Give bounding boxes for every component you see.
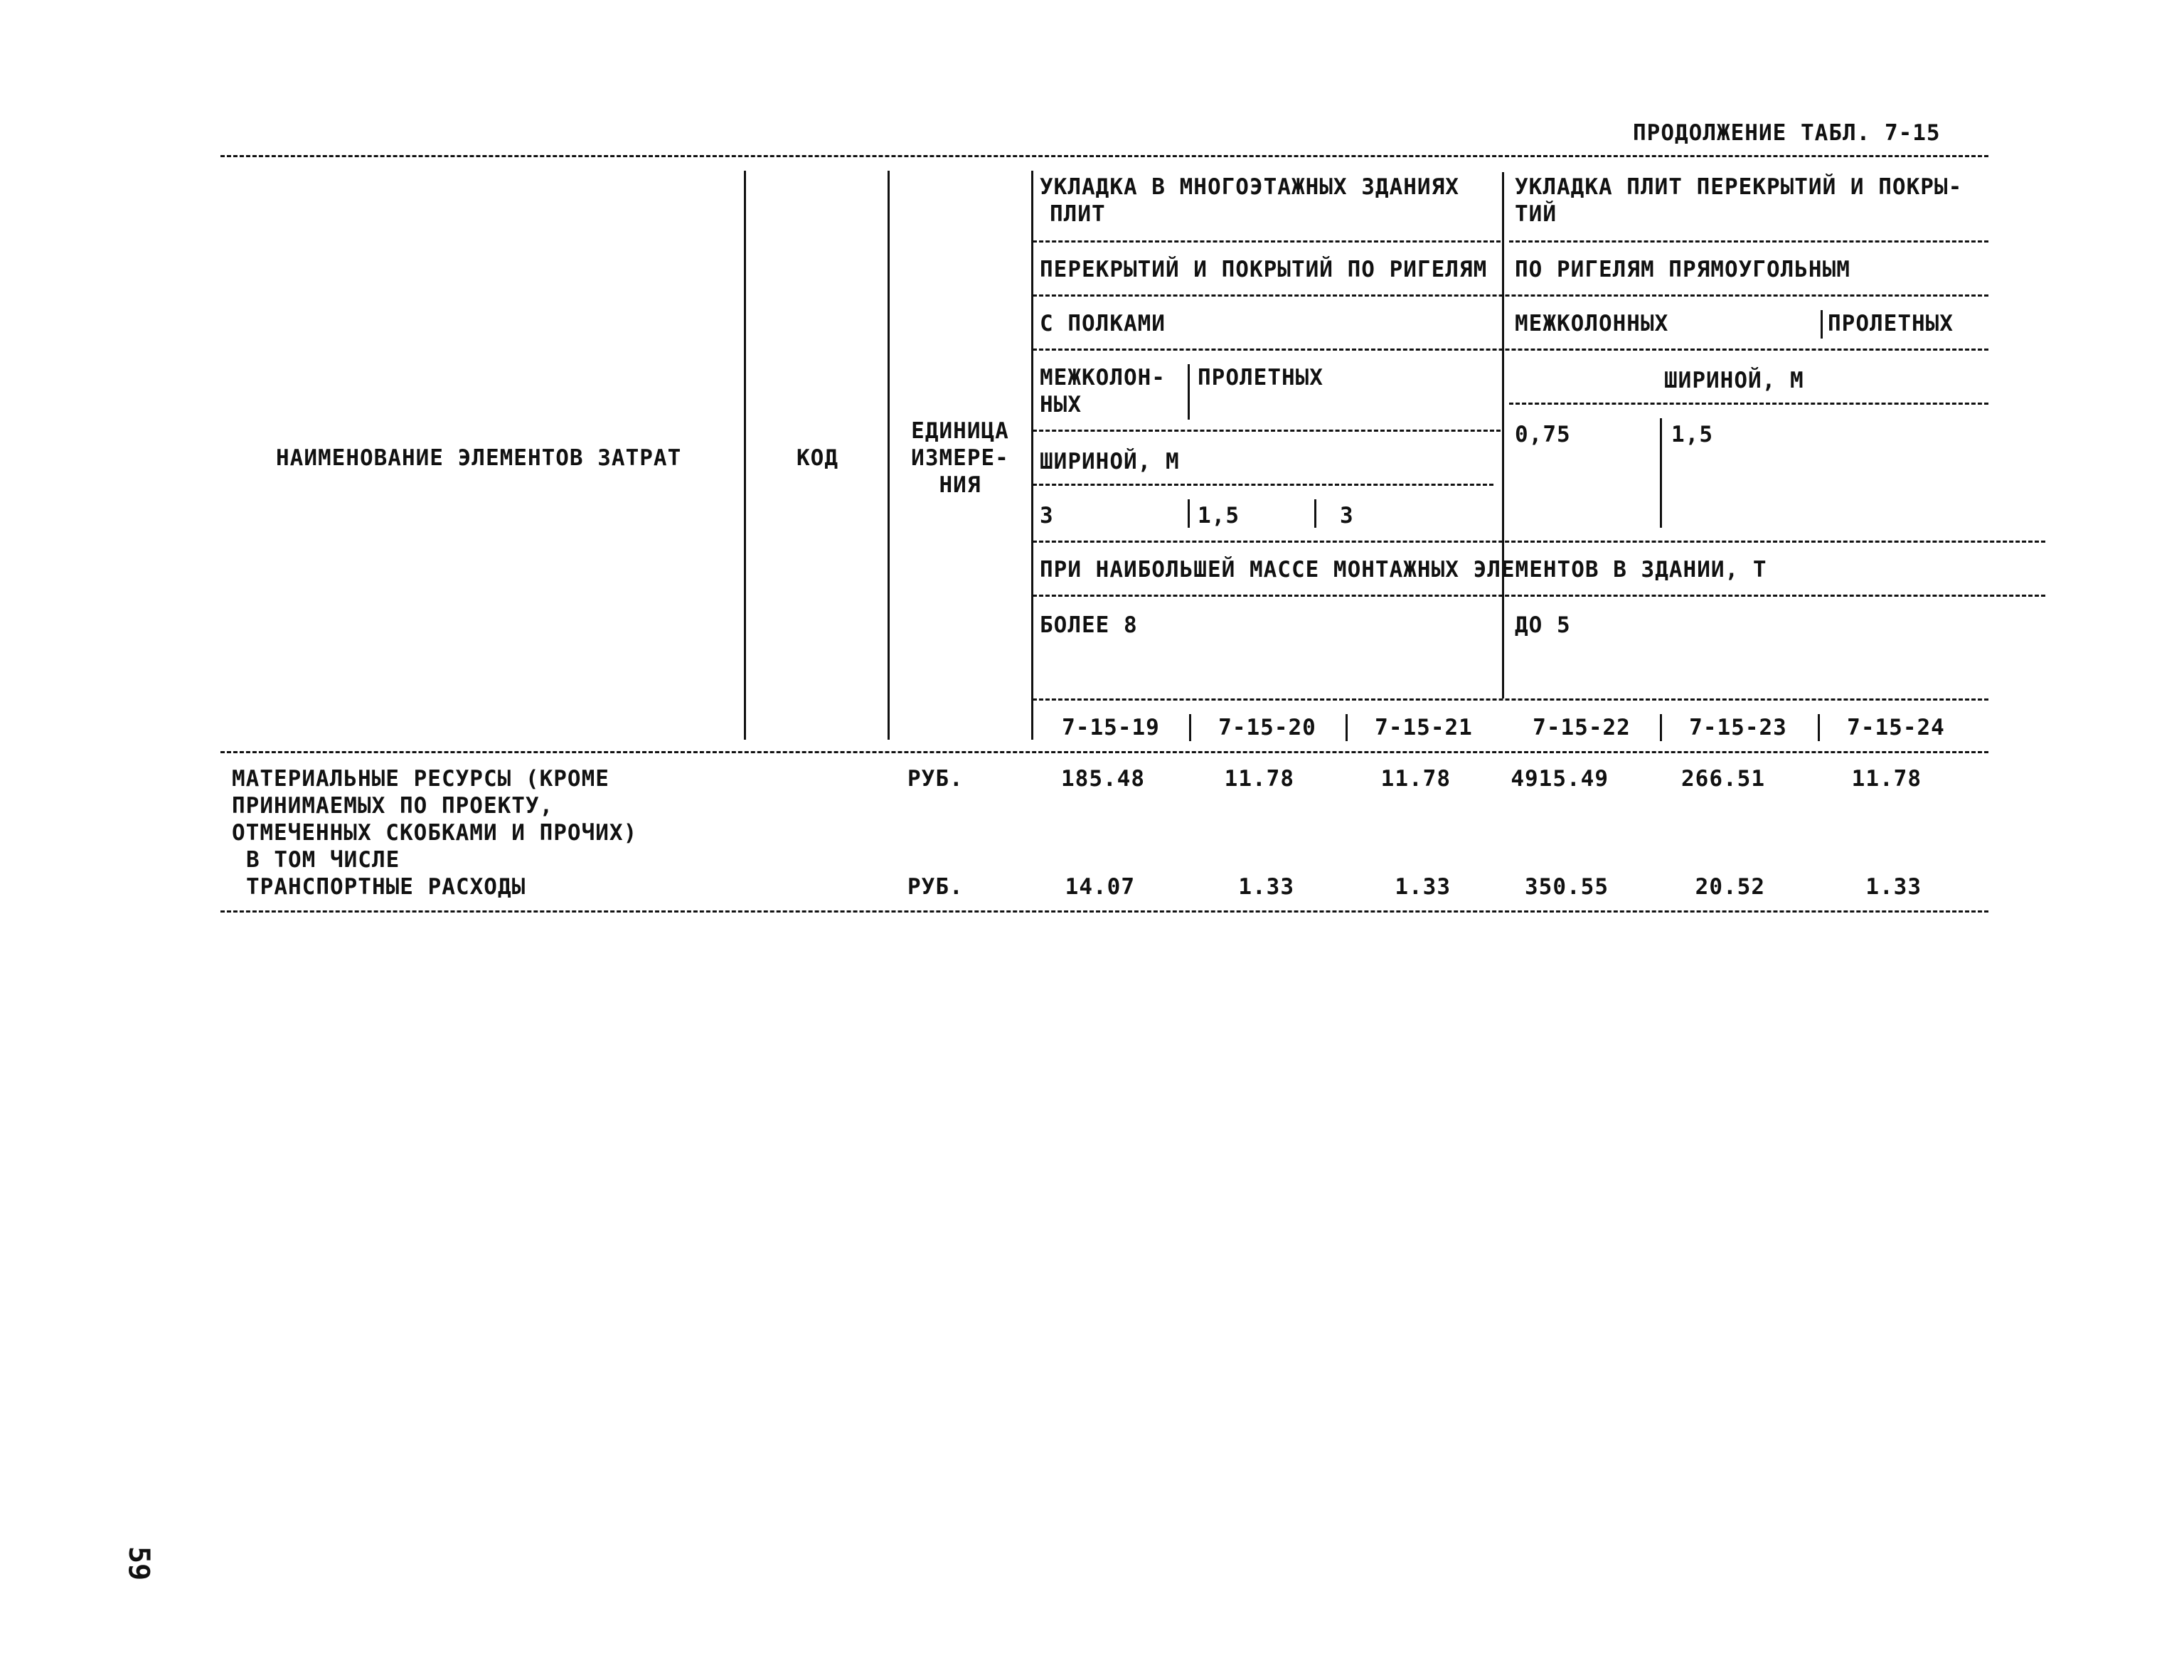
rule-g2-title [1509, 240, 1988, 243]
rule-mass-bottom [1033, 595, 2045, 597]
code-cell: 7-15-24 [1847, 715, 1945, 740]
col-sep-unit [1031, 171, 1033, 740]
group1-width-3: 3 [1340, 503, 1354, 528]
group2-width-1: 0,75 [1515, 422, 1571, 447]
row-value: 266.51 [1681, 766, 1765, 792]
row-name-line: МАТЕРИАЛЬНЫЕ РЕСУРСЫ (КРОМЕ [232, 766, 609, 792]
rule-shelves [1033, 349, 1988, 351]
mass-more: БОЛЕЕ 8 [1040, 612, 1138, 638]
row-name-line: В ТОМ ЧИСЛЕ [246, 847, 400, 873]
col-sep-code-6 [1818, 714, 1820, 741]
header-code: КОД [797, 445, 838, 471]
row-value: 11.78 [1851, 766, 1922, 792]
col-sep-groups [1502, 172, 1504, 698]
mass-upto: ДО 5 [1515, 612, 1571, 638]
mass-label: ПРИ НАИБОЛЬШЕЙ МАССЕ МОНТАЖНЫХ ЭЛЕМЕНТОВ В ЗДАНИИ, Т [1040, 557, 1767, 583]
page-number: 59 [122, 1546, 155, 1581]
rule-mass-top [1033, 541, 2045, 543]
top-rule [220, 155, 1988, 157]
col-sep-g1-w23 [1314, 499, 1316, 528]
group1-title-1: УКЛАДКА В МНОГОЭТАЖНЫХ ЗДАНИЯХ [1040, 174, 1459, 200]
rule-g1-title [1033, 240, 1501, 243]
code-cell: 7-15-22 [1533, 715, 1631, 740]
row-value: 1.33 [1865, 874, 1922, 900]
group1-shelves: С ПОЛКАМИ [1040, 311, 1166, 336]
row-value: 4915.49 [1511, 766, 1609, 792]
group1-width: ШИРИНОЙ, М [1040, 449, 1180, 474]
group2-width-2: 1,5 [1671, 422, 1713, 447]
group1-mezh-1: МЕЖКОЛОН- [1040, 365, 1166, 390]
col-sep-name [744, 171, 746, 740]
rule-g1-width [1033, 484, 1493, 486]
header-unit-2: ИЗМЕРЕ- [911, 445, 1009, 471]
group1-prolet: ПРОЛЕТНЫХ [1198, 365, 1323, 390]
col-sep-code-5 [1660, 714, 1662, 741]
group1-mezh-2: НЫХ [1040, 392, 1082, 418]
row-name-line: ПРИНИМАЕМЫХ ПО ПРОЕКТУ, [232, 793, 554, 819]
code-cell: 7-15-19 [1062, 715, 1160, 740]
row-value: 20.52 [1695, 874, 1765, 900]
row-name-line: ТРАНСПОРТНЫЕ РАСХОДЫ [246, 874, 526, 900]
row-unit: РУБ. [907, 766, 964, 792]
group2-sub: ПО РИГЕЛЯМ ПРЯМОУГОЛЬНЫМ [1515, 257, 1850, 282]
group2-title-1: УКЛАДКА ПЛИТ ПЕРЕКРЫТИЙ И ПОКРЫ- [1515, 174, 1963, 200]
row-value: 1.33 [1238, 874, 1294, 900]
group2-title-2: ТИЙ [1515, 201, 1557, 227]
row-unit: РУБ. [907, 874, 964, 900]
row-name-line: ОТМЕЧЕННЫХ СКОБКАМИ И ПРОЧИХ) [232, 820, 638, 846]
row-value: 11.78 [1224, 766, 1294, 792]
group1-sub: ПЕРЕКРЫТИЙ И ПОКРЫТИЙ ПО РИГЕЛЯМ [1040, 257, 1488, 282]
row-value: 185.48 [1061, 766, 1145, 792]
rule-header-bottom [220, 751, 1988, 753]
rule-g2-width [1509, 403, 1988, 405]
group2-mezh: МЕЖКОЛОННЫХ [1515, 311, 1669, 336]
rule-sub [1033, 294, 1988, 297]
code-cell: 7-15-23 [1689, 715, 1787, 740]
table-caption: ПРОДОЛЖЕНИЕ ТАБЛ. 7-15 [1633, 120, 1941, 146]
rule-codes [1033, 698, 1988, 701]
header-name: НАИМЕНОВАНИЕ ЭЛЕМЕНТОВ ЗАТРАТ [276, 445, 682, 471]
row-value: 350.55 [1525, 874, 1609, 900]
header-unit-3: НИЯ [939, 472, 981, 498]
col-sep-code [888, 171, 890, 740]
col-sep-g2-mezh-prolet [1821, 310, 1823, 339]
rule-bottom [220, 910, 1988, 913]
col-sep-mezh-prolet [1188, 364, 1190, 420]
col-sep-g1-w12 [1188, 499, 1190, 528]
row-value: 11.78 [1380, 766, 1451, 792]
col-sep-g2-w12 [1660, 418, 1662, 528]
group2-prolet: ПРОЛЕТНЫХ [1828, 311, 1954, 336]
code-cell: 7-15-21 [1375, 715, 1473, 740]
col-sep-code-2 [1189, 714, 1191, 741]
header-unit-1: ЕДИНИЦА [911, 418, 1009, 444]
col-sep-code-3 [1346, 714, 1348, 741]
row-value: 14.07 [1065, 874, 1135, 900]
row-value: 1.33 [1395, 874, 1451, 900]
group1-width-2: 1,5 [1198, 503, 1240, 528]
group1-width-1: 3 [1040, 503, 1054, 528]
code-cell: 7-15-20 [1218, 715, 1316, 740]
rule-g1-mezh [1033, 430, 1501, 432]
group2-width: ШИРИНОЙ, М [1664, 368, 1804, 393]
group1-title-2: ПЛИТ [1050, 201, 1106, 227]
